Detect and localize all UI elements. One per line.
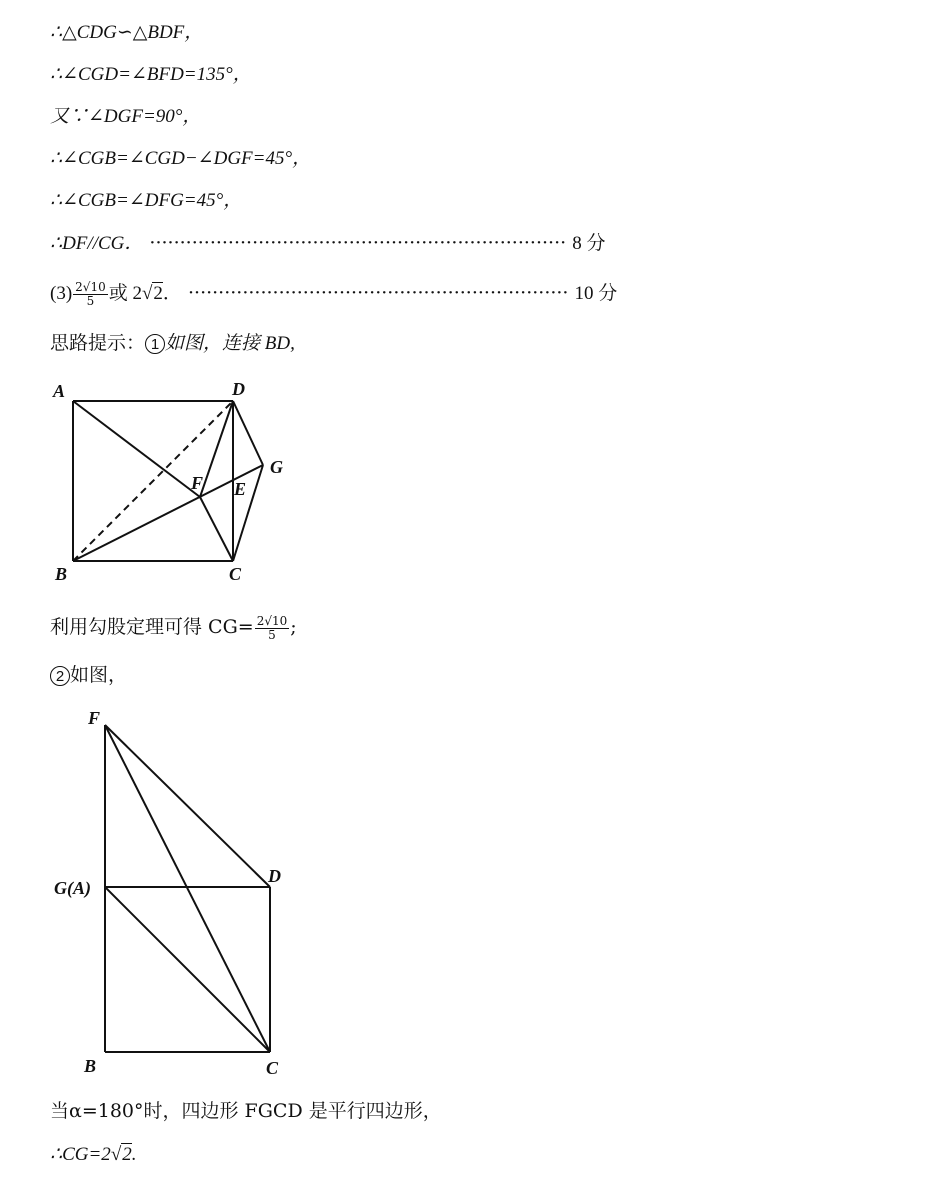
figure-1-square-diagram — [45, 375, 305, 590]
final-sqrt-radicand: 2 — [122, 1144, 132, 1165]
sqrt-radicand: 2 — [153, 283, 163, 304]
case2-text: 如图， — [70, 664, 128, 686]
circled-number-1: 1 — [145, 334, 165, 354]
segment-fc — [105, 725, 270, 1052]
dashed-bd — [73, 401, 233, 561]
segment-gc — [105, 887, 270, 1052]
segment-af — [73, 401, 200, 497]
fraction-numerator: 2√10 — [256, 613, 288, 628]
pythagoras-line — [50, 614, 297, 642]
label-b: B — [84, 1056, 97, 1076]
fraction-numerator: 2√10 — [75, 279, 106, 294]
final-prefix: ∴CG=2 — [50, 1144, 111, 1165]
segment-fc — [200, 497, 233, 561]
part3-answer: (3) $\frac{2√10}{5}$ 或 2√2． ······························································· 10 分 — [50, 279, 618, 308]
part-number: (3) — [50, 283, 73, 304]
answer-period: ． — [162, 283, 182, 304]
fraction-denominator: 5 — [86, 293, 95, 308]
label-c: C — [229, 564, 242, 584]
figure-2-diagram — [50, 700, 310, 1085]
answer-fraction — [73, 281, 108, 308]
hint-label: 思路提示： — [50, 332, 146, 354]
final-line: ∴CG=2√2. — [50, 1144, 137, 1165]
score-8: 8 分 — [572, 233, 606, 254]
answer-or: 或 2 — [108, 283, 142, 304]
step-angle-dgf: 又∵∠DGF=90°， — [50, 106, 202, 127]
label-g: G — [270, 457, 283, 477]
alpha-line — [50, 1098, 442, 1124]
segment-dg — [233, 401, 263, 465]
label-a: A — [53, 381, 66, 401]
alpha-text: 当α=180°时，四边形 FGCD 是平行四边形， — [50, 1100, 442, 1122]
case2-line — [50, 662, 127, 688]
leader-dots: ······························································· — [187, 282, 569, 304]
parallel-conclusion: ∴DF//CG． — [50, 233, 144, 254]
step-angle-cgb: ∴∠CGB=∠CGD−∠DGF=45°， — [50, 148, 312, 169]
leader-dots: ····································································· — [149, 232, 567, 254]
step-parallel — [50, 230, 750, 257]
step-similar-triangles: ∴△CDG∽△BDF， — [50, 22, 204, 43]
hint-text: 如图，连接 BD, — [165, 333, 295, 354]
final-period: . — [131, 1144, 137, 1165]
label-f: F — [88, 708, 101, 728]
step-angle-cgd: ∴∠CGD=∠BFD=135°， — [50, 64, 252, 85]
label-c: C — [266, 1058, 279, 1078]
hint-line — [50, 330, 295, 357]
label-f: F — [191, 473, 204, 493]
cg-fraction — [255, 615, 290, 642]
label-b: B — [55, 564, 68, 584]
label-g-a: G(A) — [54, 878, 91, 898]
circled-number-2: 2 — [50, 666, 70, 686]
label-e: E — [234, 479, 247, 499]
score-10: 10 分 — [574, 283, 618, 304]
step-angle-equal: ∴∠CGB=∠DFG=45°， — [50, 190, 243, 211]
segment-fd — [105, 725, 270, 887]
fraction-denominator: 5 — [268, 627, 276, 642]
label-d: D — [232, 379, 245, 399]
pythagoras-text: 利用勾股定理可得 CG= — [50, 616, 254, 638]
semicolon: ; — [290, 616, 297, 638]
label-d: D — [268, 866, 281, 886]
